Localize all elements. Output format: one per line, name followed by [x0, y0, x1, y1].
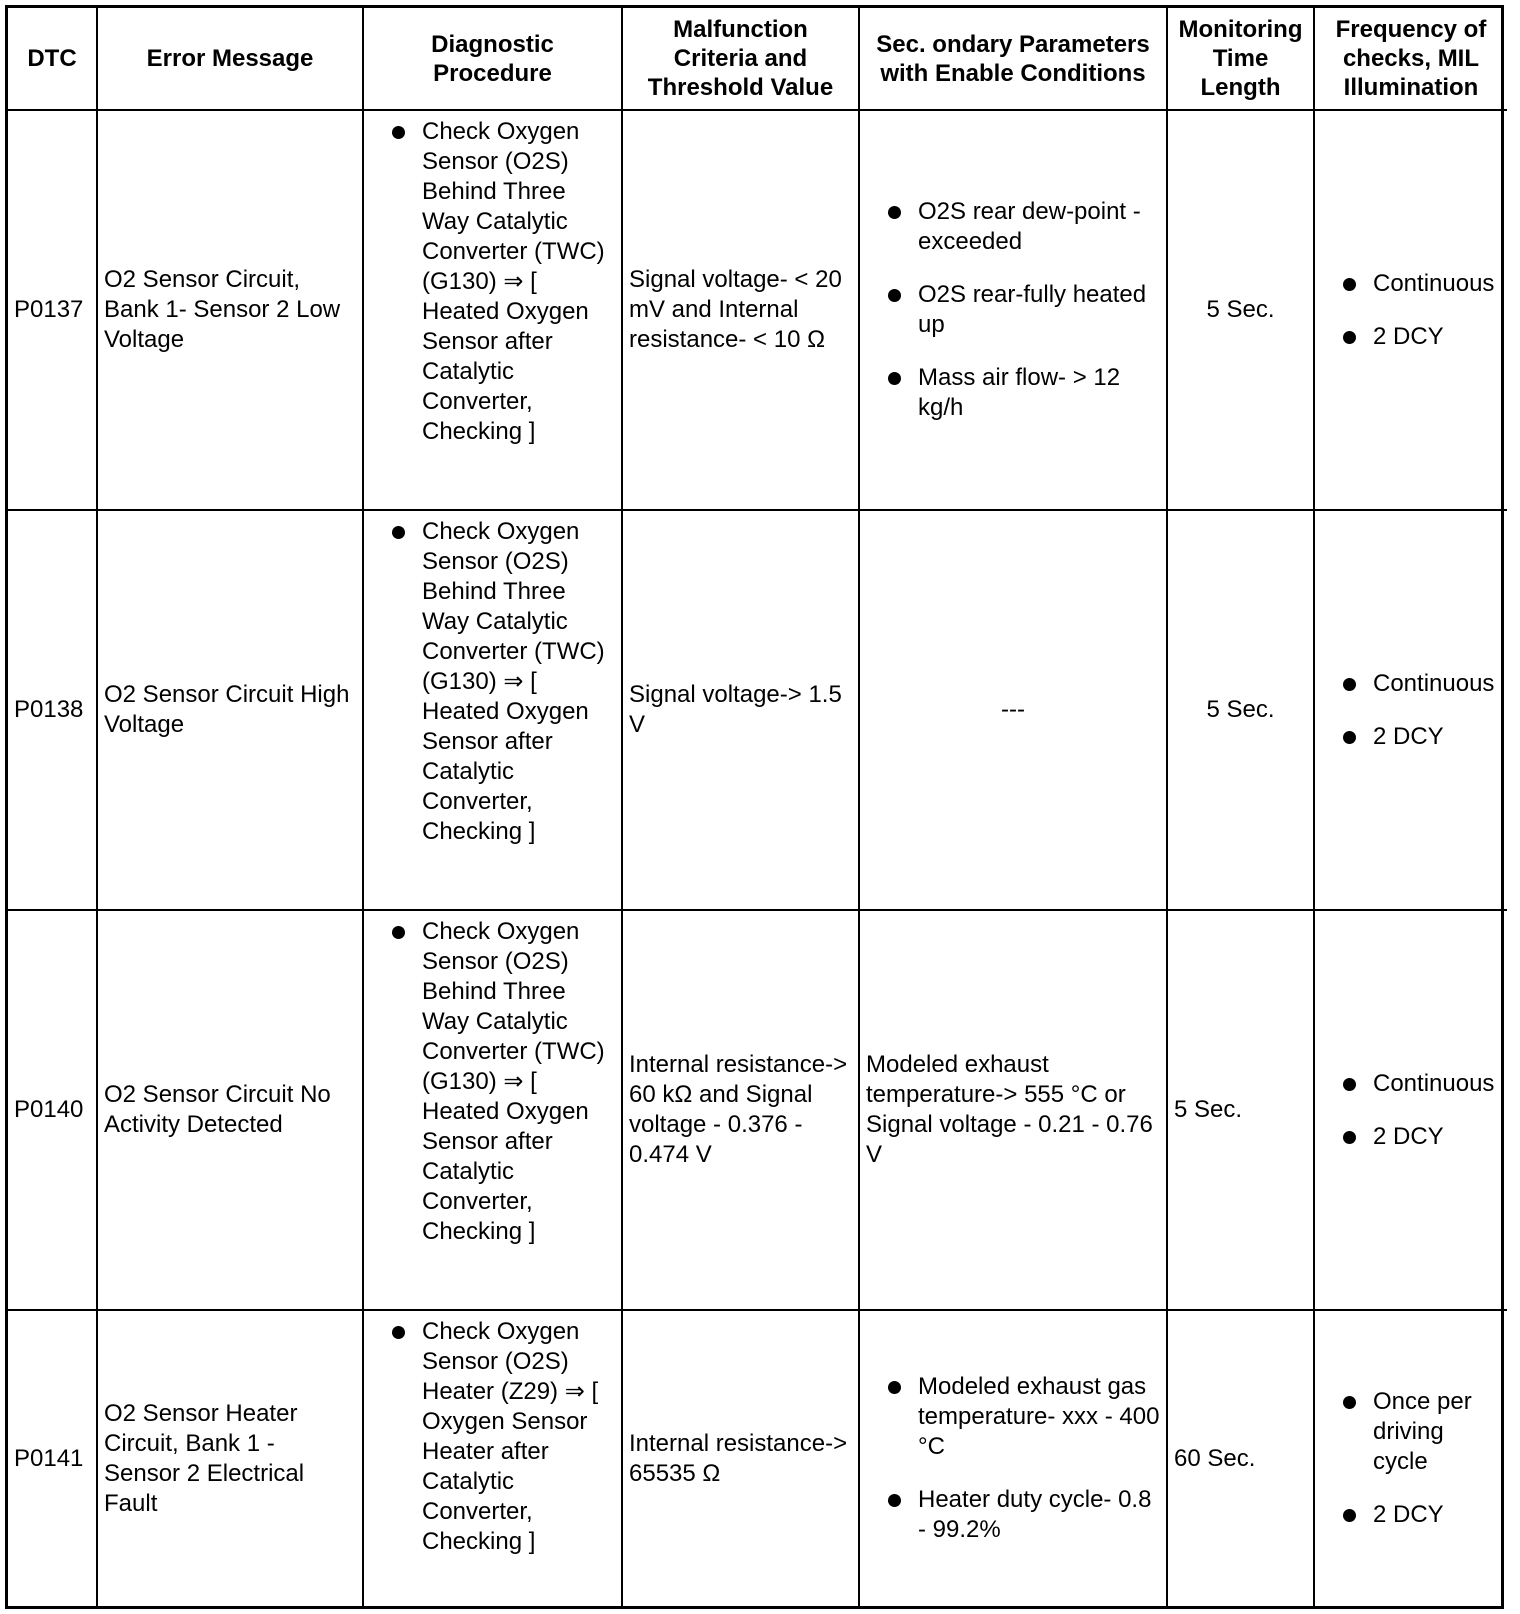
frequency-item: 2 DCY	[1321, 322, 1501, 352]
procedure-item: Check Oxygen Sensor (O2S) Behind Three Way Catalytic Converter (TWC) (G130) ⇒ [ Heated Oxygen Sensor after Catalytic Converter, Checking ]	[370, 917, 615, 1247]
secondary-item: Mass air flow- > 12 kg/h	[866, 363, 1160, 423]
header-secondary-parameters: Sec. ondary Parameters with Enable Conditions	[860, 8, 1168, 111]
row-3-secondary	[860, 911, 1168, 1311]
row-4-error-message	[98, 1311, 364, 1606]
row-2-error-message	[98, 511, 364, 911]
frequency-item: Continuous	[1321, 669, 1501, 699]
row-3-procedure	[364, 911, 623, 1311]
secondary-text: Modeled exhaust temperature-> 555 °C or Signal voltage - 0.21 - 0.76 V	[866, 1051, 1153, 1168]
row-3-error-message	[98, 911, 364, 1311]
secondary-text: ---	[1001, 696, 1025, 723]
frequency-item: Continuous	[1321, 1069, 1501, 1099]
secondary-item: Modeled exhaust gas temperature- xxx - 400 °C	[866, 1372, 1160, 1462]
row-1-procedure	[364, 111, 623, 511]
row-4-secondary	[860, 1311, 1168, 1606]
header-error-message: Error Message	[98, 8, 364, 111]
secondary-item: O2S rear-fully heated up	[866, 280, 1160, 340]
dtc-table	[5, 5, 1504, 1609]
dtc-code: P0137	[14, 296, 84, 323]
header-diagnostic-procedure: Diagnostic Procedure	[364, 8, 623, 111]
row-2-secondary	[860, 511, 1168, 911]
dtc-code: P0141	[14, 1444, 84, 1472]
secondary-item: O2S rear dew-point - exceeded	[866, 197, 1160, 257]
row-2-frequency	[1315, 511, 1507, 911]
criteria-text: Internal resistance-> 65535 Ω	[629, 1429, 848, 1487]
monitoring-time-text: 60 Sec.	[1174, 1444, 1256, 1472]
monitoring-time-text: 5 Sec.	[1206, 296, 1275, 323]
row-4-criteria	[623, 1311, 860, 1606]
error-message-text: O2 Sensor Heater Circuit, Bank 1 - Sensor 2 Electrical Fault	[104, 1399, 305, 1517]
criteria-text: Internal resistance-> 60 kΩ and Signal voltage - 0.376 - 0.474 V	[629, 1051, 848, 1168]
header-dtc: DTC	[8, 8, 98, 111]
row-1-criteria	[623, 111, 860, 511]
row-1-monitoring-time	[1168, 111, 1315, 511]
error-message-text: O2 Sensor Circuit No Activity Detected	[104, 1081, 331, 1138]
error-message-text: O2 Sensor Circuit, Bank 1- Sensor 2 Low Voltage	[104, 266, 341, 353]
procedure-item: Check Oxygen Sensor (O2S) Heater (Z29) ⇒ [ Oxygen Sensor Heater after Catalytic Converter, Checking ]	[370, 1317, 615, 1557]
row-3-criteria	[623, 911, 860, 1311]
frequency-item: Continuous	[1321, 269, 1501, 299]
row-4-monitoring-time	[1168, 1311, 1315, 1606]
row-2-dtc	[8, 511, 98, 911]
row-2-procedure	[364, 511, 623, 911]
frequency-item: 2 DCY	[1321, 722, 1501, 752]
row-4-dtc	[8, 1311, 98, 1606]
row-3-dtc	[8, 911, 98, 1311]
row-4-procedure	[364, 1311, 623, 1606]
row-1-frequency	[1315, 111, 1507, 511]
procedure-item: Check Oxygen Sensor (O2S) Behind Three Way Catalytic Converter (TWC) (G130) ⇒ [ Heated Oxygen Sensor after Catalytic Converter, Checking ]	[370, 117, 615, 447]
criteria-text: Signal voltage- < 20 mV and Internal resistance- < 10 Ω	[629, 266, 842, 353]
header-monitoring-time: Monitoring Time Length	[1168, 8, 1315, 111]
row-2-criteria	[623, 511, 860, 911]
row-3-monitoring-time	[1168, 911, 1315, 1311]
dtc-code: P0140	[14, 1096, 84, 1123]
criteria-text: Signal voltage-> 1.5 V	[629, 681, 842, 738]
error-message-text: O2 Sensor Circuit High Voltage	[104, 681, 350, 738]
frequency-item: 2 DCY	[1321, 1122, 1501, 1152]
header-frequency: Frequency of checks, MIL Illumination	[1315, 8, 1507, 111]
header-malfunction-criteria: Malfunction Criteria and Threshold Value	[623, 8, 860, 111]
frequency-item: Once per driving cycle	[1321, 1387, 1501, 1477]
monitoring-time-text: 5 Sec.	[1206, 696, 1275, 723]
dtc-code: P0138	[14, 696, 84, 723]
monitoring-time-text: 5 Sec.	[1174, 1096, 1243, 1123]
secondary-item: Heater duty cycle- 0.8 - 99.2%	[866, 1485, 1160, 1545]
row-4-frequency	[1315, 1311, 1507, 1606]
procedure-item: Check Oxygen Sensor (O2S) Behind Three Way Catalytic Converter (TWC) (G130) ⇒ [ Heated Oxygen Sensor after Catalytic Converter, Checking ]	[370, 517, 615, 847]
row-1-secondary	[860, 111, 1168, 511]
row-3-frequency	[1315, 911, 1507, 1311]
frequency-item: 2 DCY	[1321, 1500, 1501, 1530]
row-2-monitoring-time	[1168, 511, 1315, 911]
row-1-dtc	[8, 111, 98, 511]
row-1-error-message	[98, 111, 364, 511]
